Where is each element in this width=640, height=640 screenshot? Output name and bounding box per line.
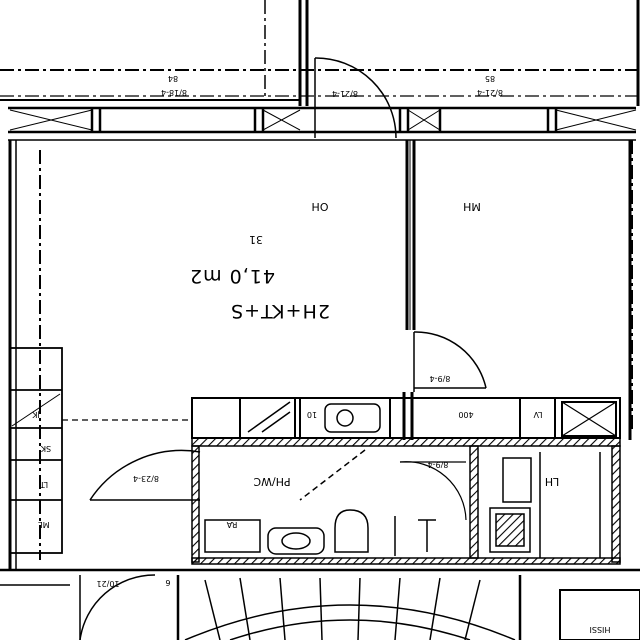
wardrobe-label-sk: SK <box>40 444 52 453</box>
bathroom-fixtures <box>205 450 600 558</box>
grid-number-right: 85 <box>484 74 496 83</box>
door-code-bedroom: 8/9-4 <box>429 374 451 383</box>
stairwell <box>0 570 640 640</box>
corridor-walls <box>0 0 638 106</box>
kitchen-row <box>192 398 620 438</box>
wardrobe-label-ml: ML <box>38 520 50 529</box>
bathroom-walls <box>192 438 620 564</box>
door-code-top-mid: 8/21-4 <box>332 89 358 98</box>
counter-label: 10 <box>306 410 318 419</box>
wardrobe-label-lt: LT <box>39 480 49 489</box>
wardrobes <box>10 348 190 553</box>
door-code-top-left: 8/18-4 <box>161 88 187 97</box>
top-wall-band <box>8 108 636 140</box>
room-label-oh: OH <box>311 200 329 213</box>
grid-number-left: 84 <box>167 74 179 83</box>
door-code-entry: 8/23-4 <box>133 474 159 483</box>
door-code-top-right: 8/21-4 <box>477 88 503 97</box>
wardrobe-label-jk: JK <box>32 410 40 419</box>
door-code-bathroom: 8/9-4 <box>427 460 449 469</box>
apartment-area: 41,0 m2 <box>189 265 275 287</box>
room-label-ph-wc: PH/WC <box>253 475 291 488</box>
apartment-type: 2H+KT+S <box>230 300 330 322</box>
room-label-lh: LH <box>544 475 560 488</box>
apartment-number: 31 <box>249 233 263 246</box>
kitchen-label-lv: LV <box>533 410 543 419</box>
elevator-label: HISSI <box>589 625 611 634</box>
kitchen-label-400: 400 <box>458 410 474 419</box>
labels <box>31 74 610 634</box>
bath-label-ra: RA <box>226 520 238 529</box>
door-code-stair: 10/21 <box>96 579 120 588</box>
stair-ref-label: 6 <box>165 578 171 587</box>
room-label-mh: MH <box>463 200 481 213</box>
